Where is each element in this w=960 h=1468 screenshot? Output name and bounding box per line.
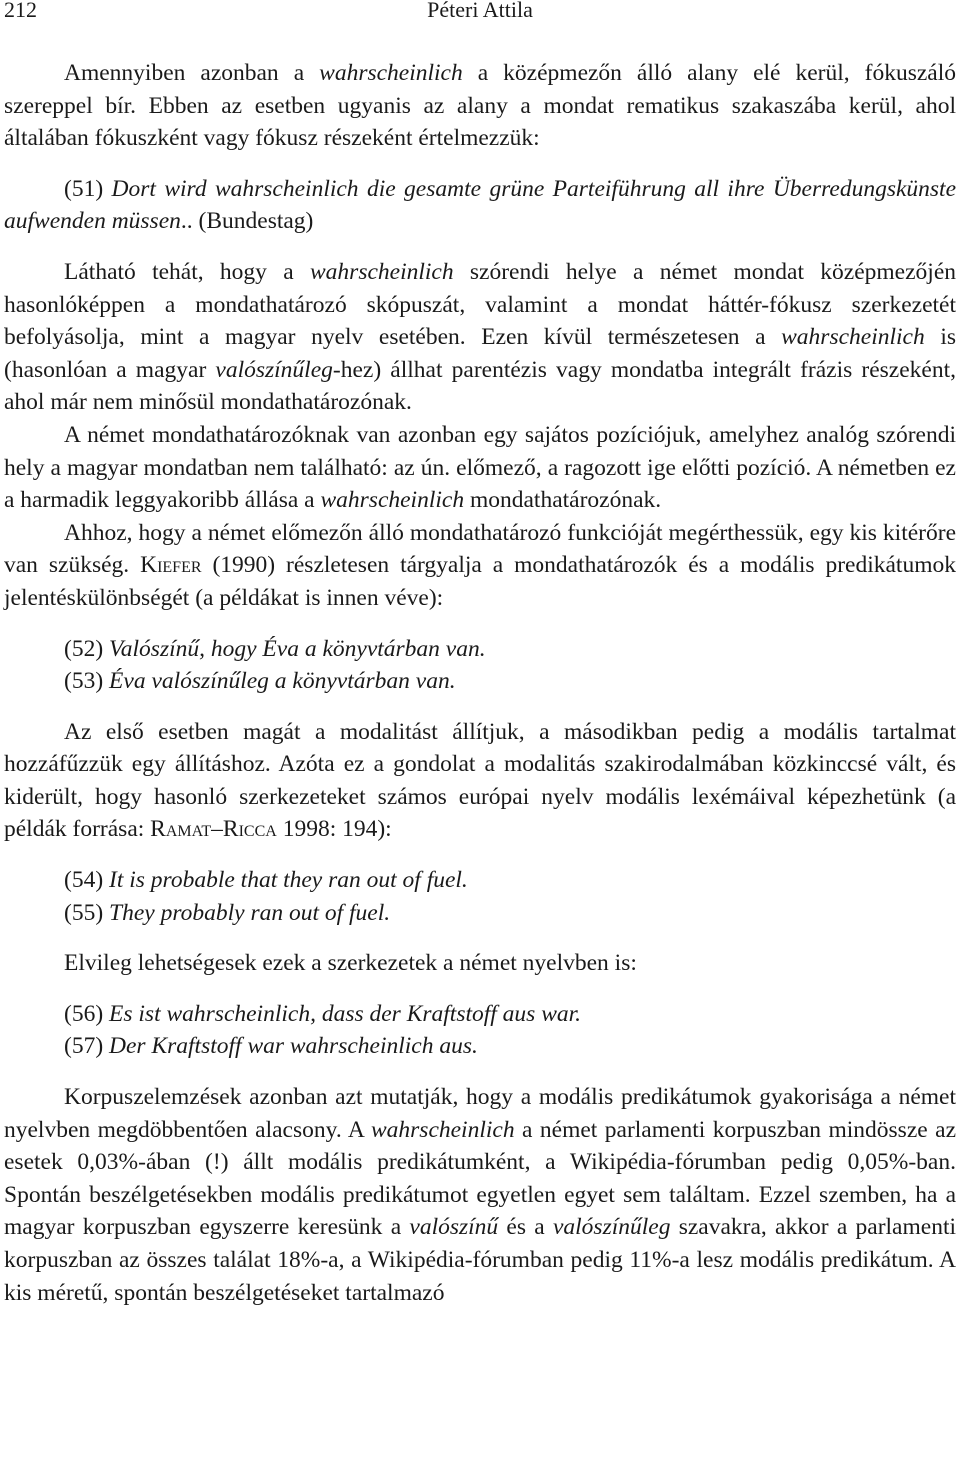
text-run: és a: [498, 1214, 553, 1241]
italic-term: wahrscheinlich: [319, 60, 463, 86]
example-text: Éva valószínűleg a könyvtárban van.: [109, 668, 456, 695]
document-page: [4, 0, 956, 1309]
example-51: [4, 173, 956, 238]
example-number: (57): [64, 1033, 110, 1060]
italic-term: valószínű: [409, 1214, 499, 1241]
example-number: (54): [64, 867, 110, 894]
page-header: [4, 0, 956, 30]
example-text: Der Kraftstoff war wahrscheinlich aus.: [109, 1033, 478, 1060]
text-run: Elvileg lehetségesek ezek a szerkezetek a német nyelvben is:: [64, 950, 637, 977]
text-run: Korpuszelemzések azonban azt mutatják, hogy a modális predikátumok gyakorisága a német nyelvben megdöbbentően alacsony. A: [4, 1084, 956, 1143]
text-run: 1998: 194):: [276, 816, 392, 843]
text-run: szavakra, akkor a parlamenti korpuszban az összes találat 18%-a, a Wikipédia-fórumban pedig 11%-a lesz modális predikátum. A kis méretű, spontán beszélgetéseket tartalmazó: [4, 1214, 956, 1306]
paragraph: [4, 1081, 956, 1309]
text-run: a német parlamenti korpuszban mindössze az esetek 0,03%-ában (!) állt modális predikátumként, a Wikipédia-fórumban pedig 0,05%-ban. Spontán beszélgetésekben modális predikátumot egyetlen egyet sem találtam. Ezzel szemben, ha a magyar korpuszban egyszerre keresünk a: [4, 1116, 956, 1241]
author-name: Ramat–Ricca: [150, 816, 277, 843]
text-run: Amennyiben azonban a: [64, 60, 320, 86]
example-number: (52): [64, 635, 110, 662]
author-name: Kiefer: [140, 552, 202, 579]
example-52: [4, 633, 956, 666]
text-run: Látható tehát, hogy a: [64, 258, 310, 285]
example-text: It is probable that they ran out of fuel.: [109, 867, 468, 894]
example-number: (53): [64, 668, 110, 695]
italic-term: valószínűleg: [215, 356, 333, 383]
example-text: They probably ran out of fuel.: [109, 899, 391, 926]
example-number: (51): [64, 175, 112, 202]
text-run: (1990) részletesen tárgyalja a mondathatározók és a modális predikátumok jelentéskülönbségét (a példákat is innen véve):: [4, 552, 956, 611]
paragraph: [4, 517, 956, 615]
example-57: [4, 1030, 956, 1063]
text-run: is (hasonlóan a magyar: [4, 324, 956, 383]
text-run: Ahhoz, hogy a német előmezőn álló mondathatározó funkcióját megérthessük, egy kis kitérőre van szükség.: [4, 519, 956, 579]
paragraph: [4, 256, 956, 419]
paragraph: [4, 716, 956, 846]
example-number: (55): [64, 899, 110, 926]
example-source: .. (Bundestag): [180, 208, 314, 235]
text-run: a középmezőn álló alany elé kerül, fókuszáló szereppel bír. Ebben az esetben ugyanis az alany a mondat rematikus szakaszába kerül, ahol általában fókuszként vagy fókusz részeként értelmezzük:: [4, 60, 956, 152]
example-number: (56): [64, 1000, 110, 1027]
italic-term: wahrscheinlich: [781, 324, 925, 351]
paragraph: [4, 57, 956, 155]
italic-term: wahrscheinlich: [370, 1116, 515, 1143]
page-number: 212: [4, 0, 37, 22]
example-block: [4, 173, 956, 238]
paragraph: [4, 419, 956, 517]
example-block: [4, 998, 956, 1063]
example-text: Es ist wahrscheinlich, dass der Kraftstoff aus war.: [109, 1000, 582, 1027]
example-54: [4, 864, 956, 897]
example-text: Dort wird wahrscheinlich die gesamte grüne Parteiführung all ihre Überredungskünste aufwenden müssen: [4, 175, 956, 235]
example-55: [4, 897, 956, 930]
text-run: mondathatározónak.: [464, 487, 662, 514]
italic-term: wahrscheinlich: [310, 258, 454, 285]
paragraph: [4, 947, 956, 980]
example-block: [4, 633, 956, 698]
italic-term: valószínűleg: [552, 1214, 671, 1241]
text-run: szórendi helye a német mondat középmezőjén hasonlóképpen a mondathatározó skópuszát, valamint a mondat háttér-fókusz szerkezetét befolyásolja, mint a magyar nyelv esetében. Ezen kívül természetesen a: [4, 258, 956, 351]
text-run: -hez) állhat parentézis vagy mondatba integrált frázis részeként, ahol már nem minősül mondathatározónak.: [4, 356, 956, 416]
example-53: [4, 665, 956, 698]
italic-term: wahrscheinlich: [320, 487, 465, 514]
body-text: [4, 57, 956, 1309]
example-block: [4, 864, 956, 929]
example-text: Valószínű, hogy Éva a könyvtárban van.: [109, 635, 486, 662]
example-56: [4, 998, 956, 1031]
text-run: A német mondathatározóknak van azonban egy sajátos pozíciójuk, amelyhez analóg szórendi hely a magyar mondatban nem található: az ún. előmező, a ragozott ige előtti pozíció. A németben ez a harmadik leggyakoribb állása a: [4, 421, 956, 514]
text-run: Az első esetben magát a modalitást állítjuk, a másodikban pedig a modális tartalmat hozzáfűzzük egy állításhoz. Azóta ez a gondolat a modalitás szakirodalmában közkinccsé vált, és kiderült, hogy hasonló szerkezeteket számos európai nyelv modális lexémáival képezhetünk (a példák forrása:: [4, 718, 956, 843]
running-title: Péteri Attila: [427, 0, 533, 22]
